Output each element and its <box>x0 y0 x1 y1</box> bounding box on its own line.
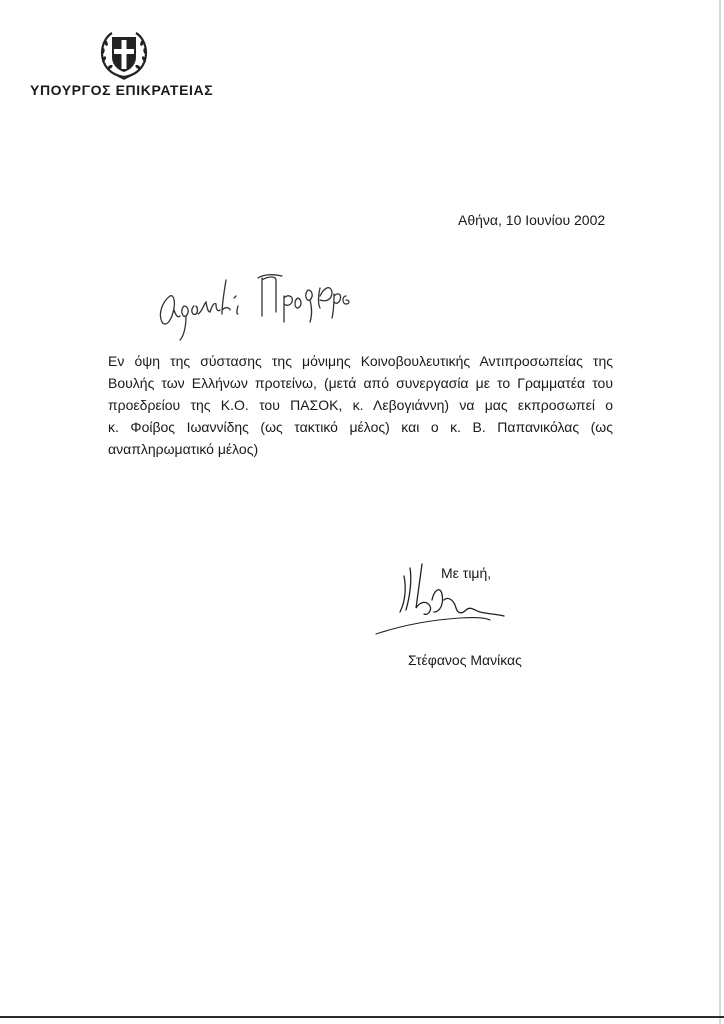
letter-date: Αθήνα, 10 Ιουνίου 2002 <box>458 212 606 228</box>
body-line: κ. Φοίβος Ιωαννίδης (ως τακτικό μέλος) και ο κ. Β. Παπανικόλας (ως <box>108 419 613 435</box>
scan-right-edge <box>719 0 721 1024</box>
body-line: Βουλής των Ελλήνων προτείνω, (μετά από συνεργασία με το Γραμματέα του <box>108 375 613 391</box>
handwritten-salutation <box>150 266 360 346</box>
ministry-name: ΥΠΟΥΡΓΟΣ ΕΠΙΚΡΑΤΕΙΑΣ <box>30 82 214 98</box>
letter-body <box>108 350 613 460</box>
greek-coat-of-arms-icon <box>98 27 150 81</box>
closing-phrase: Με τιμή, <box>441 565 492 581</box>
signer-name: Στέφανος Μανίκας <box>408 652 522 668</box>
handwritten-signature <box>370 560 510 645</box>
body-line: Εν όψη της σύστασης της μόνιμης Κοινοβουλευτικής Αντιπροσωπείας της <box>108 353 613 369</box>
body-line: προεδρείου της Κ.Ο. του ΠΑΣΟΚ, κ. Λεβογιάννη) να μας εκπροσωπεί ο <box>108 397 613 413</box>
body-line: αναπληρωματικό μέλος) <box>108 441 259 457</box>
scan-bottom-edge <box>0 1016 724 1018</box>
